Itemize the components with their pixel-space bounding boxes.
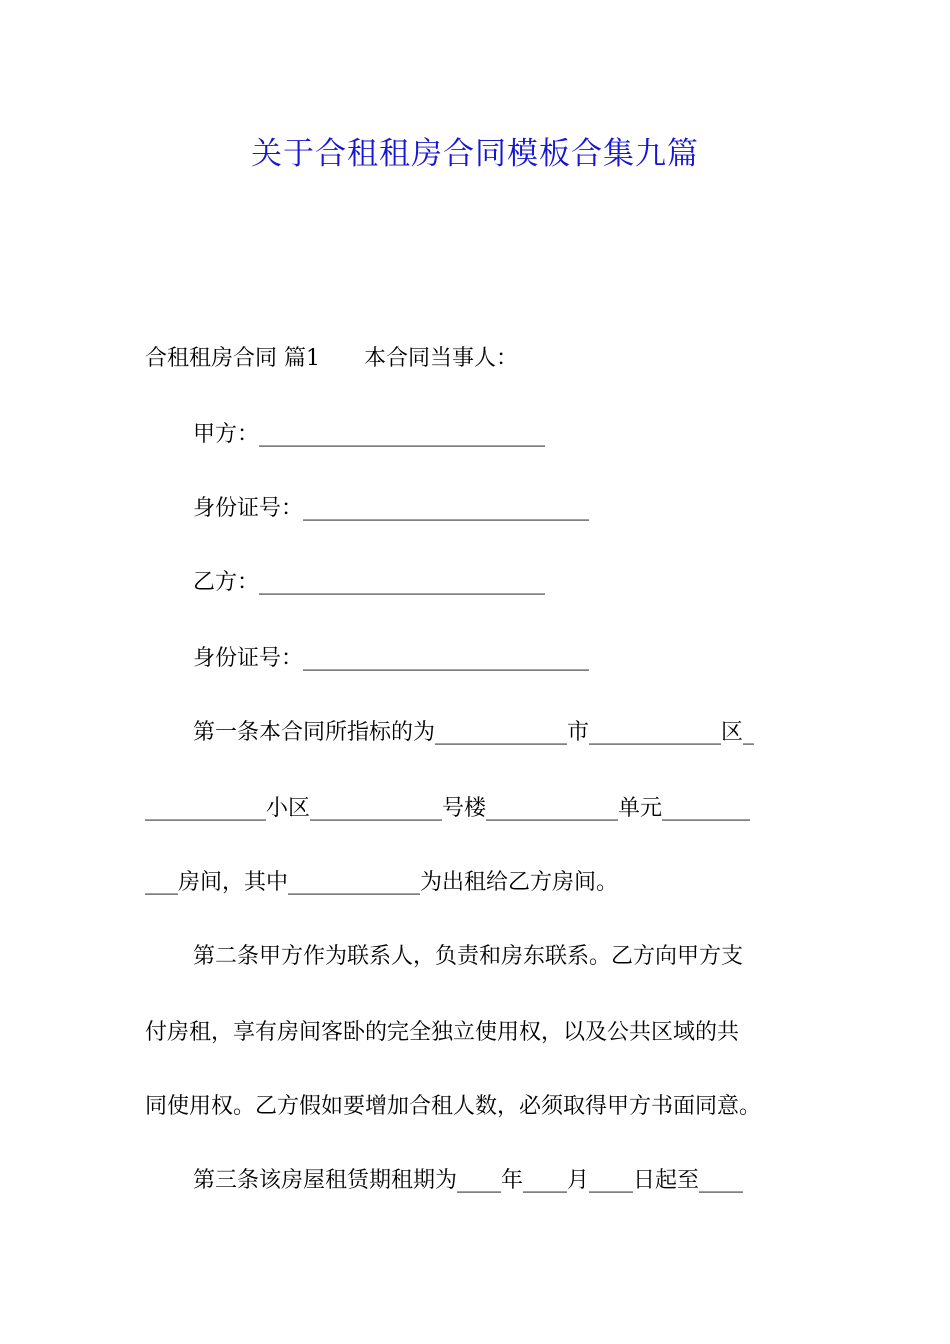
party-a-line: 甲方：__________________________ xyxy=(193,422,546,447)
article-1-line-2: ___________小区____________号楼____________单元________ xyxy=(145,796,751,821)
party-b-id-line: 身份证号：__________________________ xyxy=(193,646,590,671)
section-heading: 合租租房合同 篇1 xyxy=(145,346,320,371)
contract-heading-line xyxy=(145,344,810,374)
party-a-id-line: 身份证号：__________________________ xyxy=(193,496,590,521)
article-2-line-2: 付房租，享有房间客卧的完全独立使用权，以及公共区域的共 xyxy=(145,1020,740,1045)
article-3-line-1: 第三条该房屋租赁期租期为____年____月____日起至____ xyxy=(193,1168,744,1193)
article-2-line-1: 第二条甲方作为联系人，负责和房东联系。乙方向甲方支 xyxy=(193,944,744,969)
parties-label: 本合同当事人： xyxy=(364,346,519,371)
party-b-line: 乙方：__________________________ xyxy=(193,570,546,595)
article-2-line-3: 同使用权。乙方假如要增加合租人数，必须取得甲方书面同意。 xyxy=(145,1094,762,1119)
article-1-line-3: ___房间，其中____________为出租给乙方房间。 xyxy=(145,870,619,895)
document-title: 关于合租租房合同模板合集九篇 xyxy=(251,136,699,172)
article-1-line-1: 第一条本合同所指标的为____________市____________区_ xyxy=(193,720,755,745)
